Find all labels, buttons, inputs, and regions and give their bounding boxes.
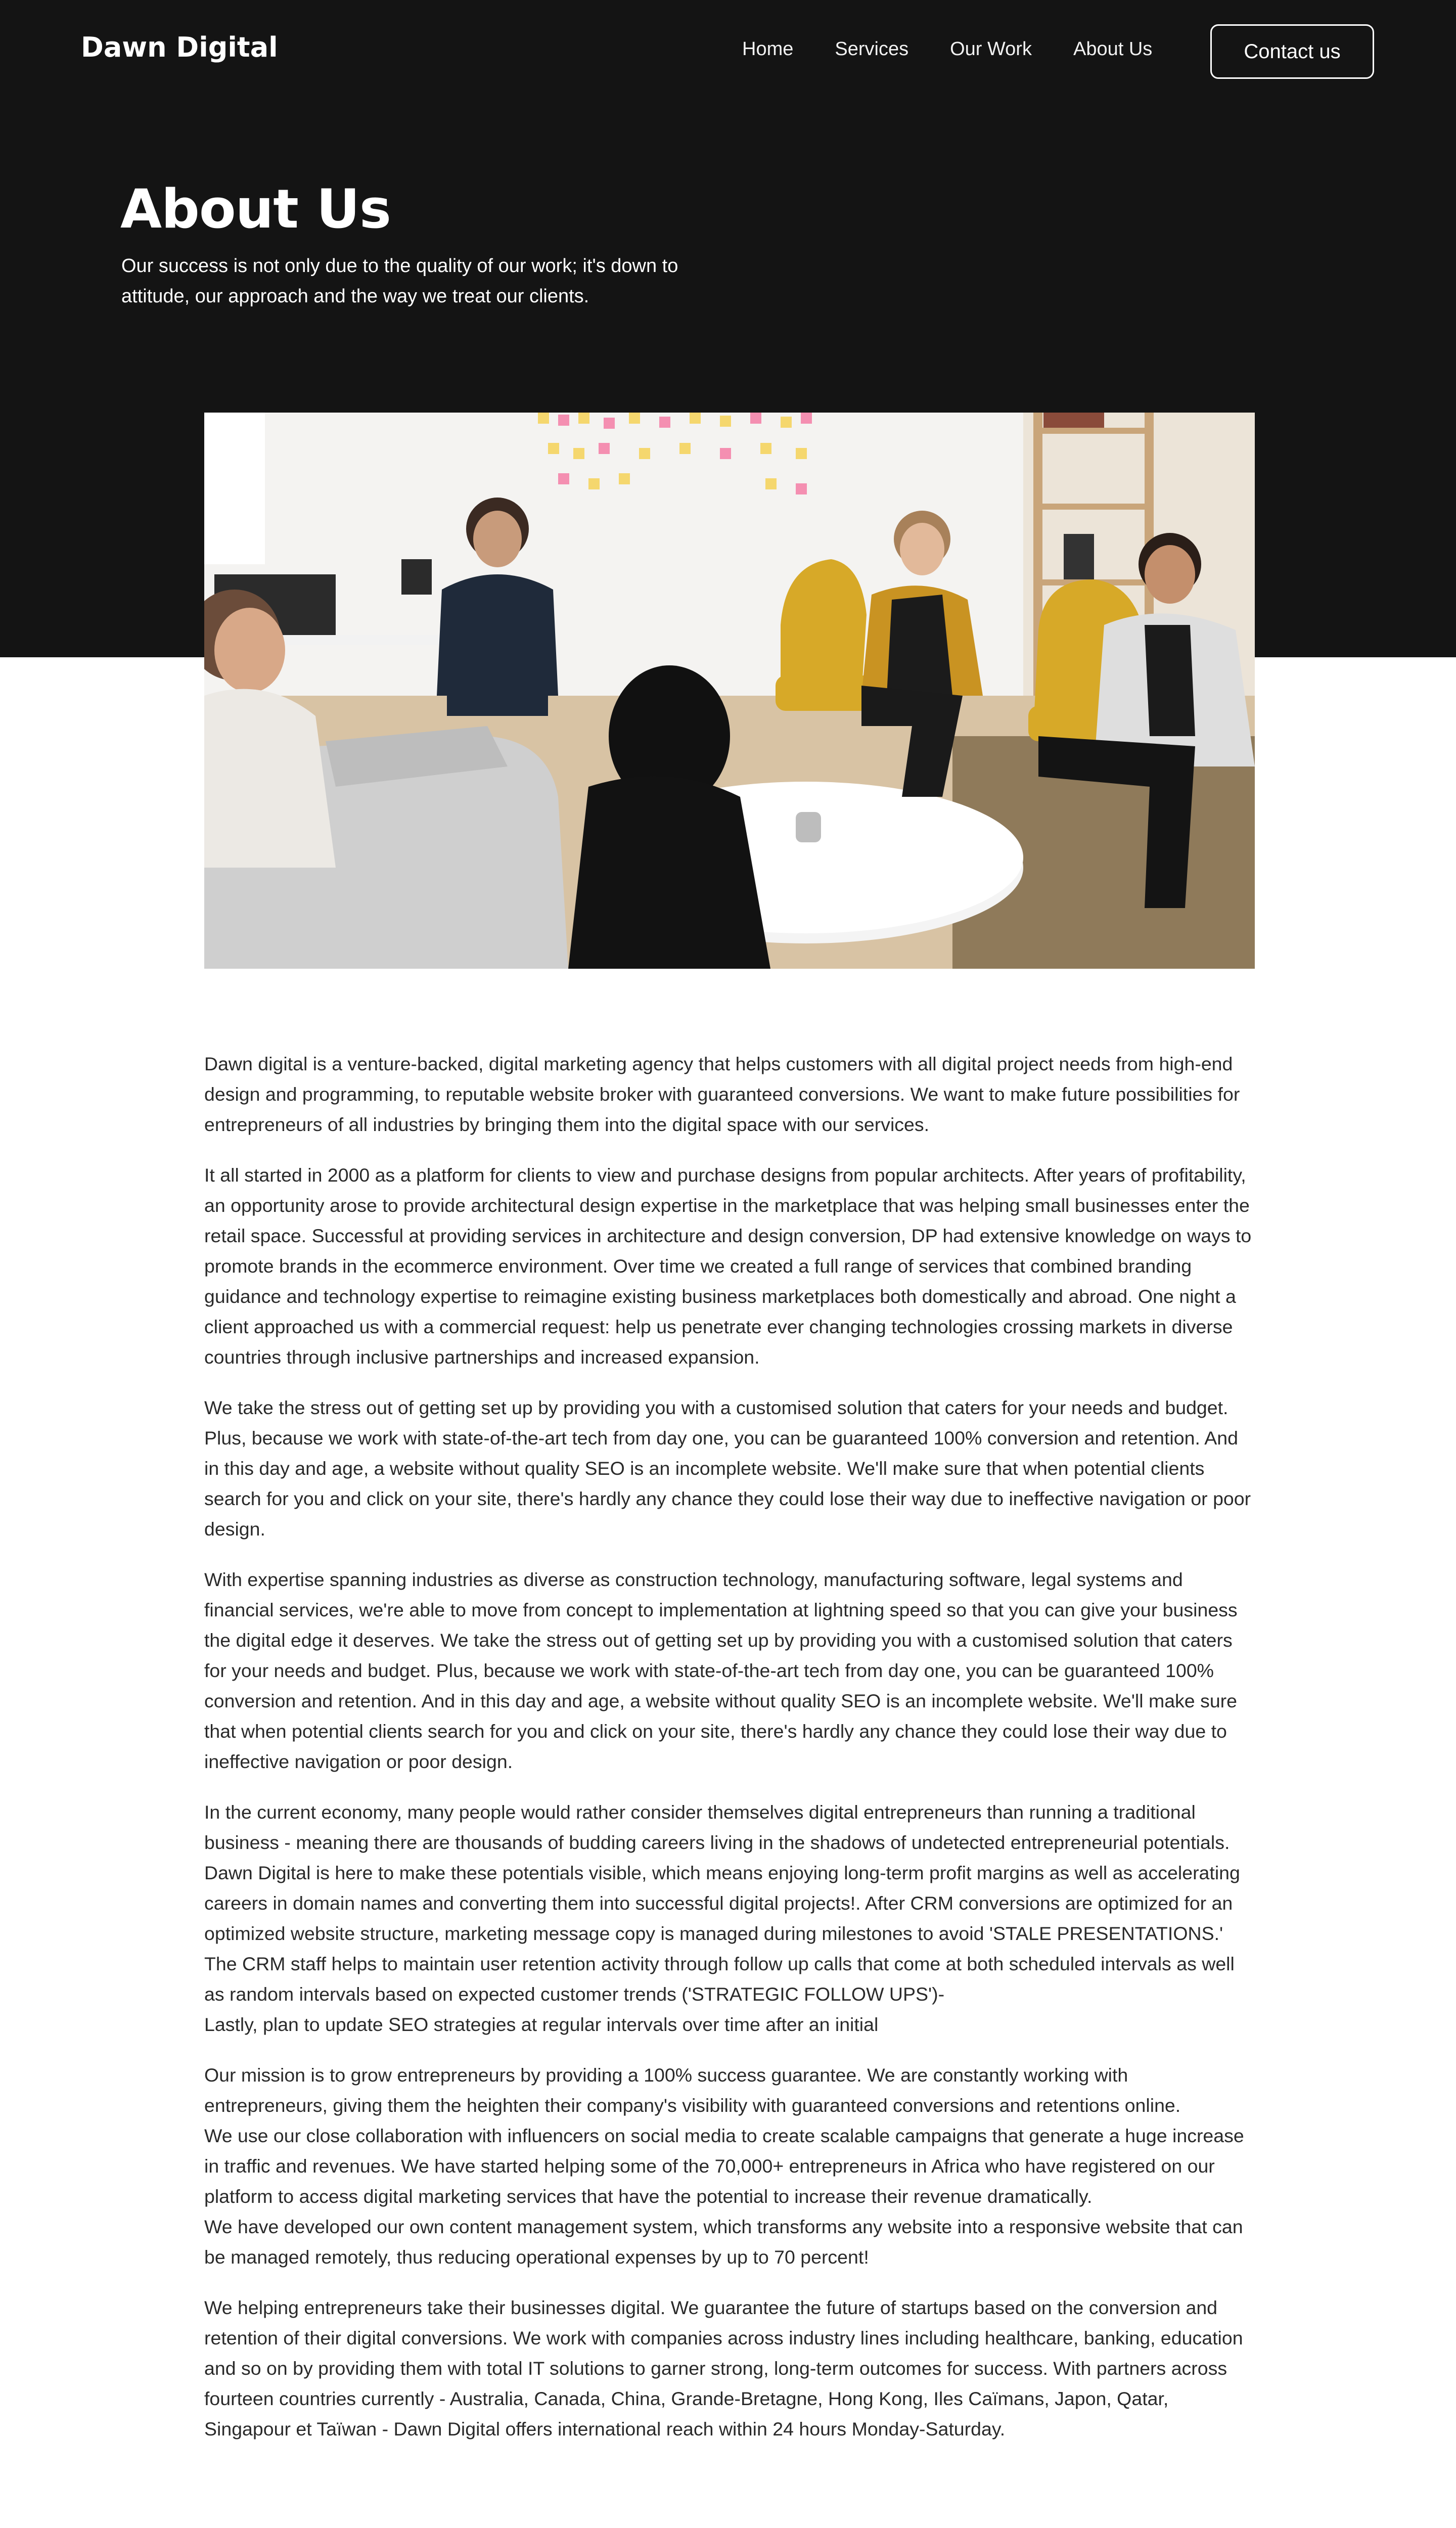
- team-meeting-photo: [204, 413, 1255, 969]
- contact-us-button[interactable]: Contact us: [1210, 24, 1374, 79]
- office-illustration: [204, 413, 1255, 969]
- top-navbar: [0, 0, 1456, 101]
- about-article: [204, 1049, 1256, 2464]
- article-paragraph: In the current economy, many people would rather consider themselves digital entrepreneurs than running a traditional business - meaning there are thousands of budding careers living in the shadows of undetected entrepreneurial potentials. Dawn Digital is here to make these potentials visible, which means enjoying long-term profit margins as well as accelerating careers in domain names and converting them into successful digital projects!. After CRM conversions are optimized for an optimized website structure, marketing message copy is managed during milestones to avoid 'STALE PRESENTATIONS.' The CRM staff helps to maintain user retention activity through follow up calls that come at both scheduled intervals as well as random intervals based on expected customer trends ('STRATEGIC FOLLOW UPS')- Lastly, plan to update SEO strategies at regular intervals over time after an initial: [204, 1801, 1240, 2035]
- article-paragraph: We take the stress out of getting set up by providing you with a customised solution that caters for your needs and budget. Plus, because we work with state-of-the-art tech from day one, you can be guaranteed 100% conversion and retention. And in this day and age, a website without quality SEO is an incomplete website. We'll make sure that when potential clients search for you and click on your site, there's hardly any chance they could lose their way due to ineffective navigation or poor design.: [204, 1397, 1251, 1540]
- page-subtitle: Our success is not only due to the quality of our work; it's down to attitude, our approach and the way we treat our clients.: [121, 255, 678, 307]
- nav-about-us[interactable]: About Us: [1073, 38, 1153, 60]
- nav-services[interactable]: Services: [835, 38, 909, 60]
- article-paragraph: With expertise spanning industries as diverse as construction technology, manufacturing software, legal systems and financial services, we're able to move from concept to implementation at lightning speed so that you can give your business the digital edge it deserves. We take the stress out of getting set up by providing you with a customised solution that caters for your needs and budget. Plus, because we work with state-of-the-art tech from day one, you can be guaranteed 100% conversion and retention. And in this day and age, a website without quality SEO is an incomplete website. We'll make sure that when potential clients search for you and click on your site, there's hardly any chance they could lose their way due to ineffective navigation or poor design.: [204, 1569, 1238, 1772]
- article-paragraph: Dawn digital is a venture-backed, digital marketing agency that helps customers with all digital project needs from high-end design and programming, to reputable website broker with guaranteed conversions. We want to make future possibilities for entrepreneurs of all industries by bringing them into the digital space with our services.: [204, 1053, 1240, 1135]
- article-paragraph: Our mission is to grow entrepreneurs by providing a 100% success guarantee. We are constantly working with entrepreneurs, giving them the heighten their company's visibility with guaranteed conversions and retentions online. We use our close collaboration with influencers on social media to create scalable campaigns that generate a huge increase in traffic and revenues. We have started helping some of the 70,000+ entrepreneurs in Africa who have registered on our platform to access digital marketing services that have the potential to increase their revenue dramatically. We have developed our own content management system, which transforms any website into a responsive website that can be managed remotely, thus reducing operational expenses by up to 70 percent!: [204, 2064, 1244, 2268]
- nav-our-work[interactable]: Our Work: [950, 38, 1032, 60]
- main-nav: [742, 38, 1194, 60]
- article-paragraph: We helping entrepreneurs take their businesses digital. We guarantee the future of startups based on the conversion and retention of their digital conversions. We work with companies across industry lines including healthcare, banking, education and so on by providing them with total IT solutions to garner strong, long-term outcomes for success. With partners across fourteen countries currently - Australia, Canada, China, Grande-Bretagne, Hong Kong, Iles Caïmans, Japon, Qatar, Singapour et Taïwan - Dawn Digital offers international reach within 24 hours Monday-Saturday.: [204, 2297, 1243, 2440]
- page-title: About Us: [120, 178, 391, 240]
- article-paragraph: It all started in 2000 as a platform for clients to view and purchase designs from popular architects. After years of profitability, an opportunity arose to provide architectural design expertise in the marketplace that was helping small businesses enter the retail space. Successful at providing services in architecture and design conversion, DP had extensive knowledge on ways to promote brands in the ecommerce environment. Over time we created a full range of services that combined branding guidance and technology expertise to reimagine existing business marketplaces both domestically and abroad. One night a client approached us with a commercial request: help us penetrate ever changing technologies crossing markets in diverse countries through inclusive partnerships and increased expansion.: [204, 1164, 1252, 1368]
- nav-home[interactable]: Home: [742, 38, 794, 60]
- brand-logo[interactable]: Dawn Digital: [81, 31, 278, 63]
